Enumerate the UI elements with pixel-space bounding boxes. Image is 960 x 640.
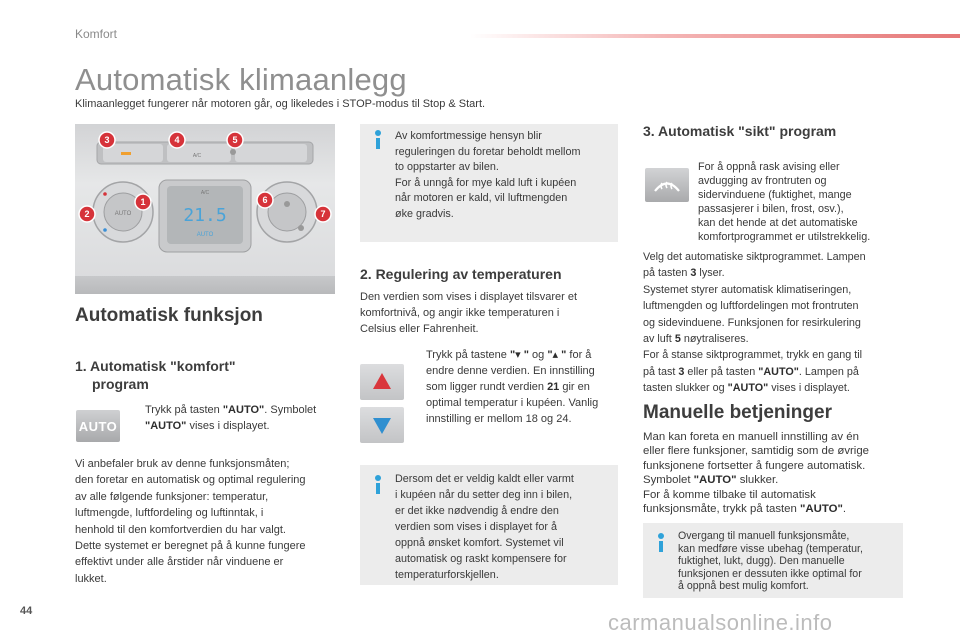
display-ac-label: A/C <box>200 190 210 196</box>
info-icon <box>655 533 667 553</box>
temp-down-button-icon <box>360 407 404 443</box>
top-ac-label: A/C <box>192 153 202 159</box>
climate-panel-photo <box>75 124 335 294</box>
climate-panel-illustration <box>75 124 335 294</box>
display-temperature: 21.5 <box>183 205 227 226</box>
heading-comfort-line1: 1. Automatisk "komfort" <box>75 358 236 374</box>
info1-line: Av komfortmessige hensyn blir <box>395 130 542 142</box>
heading-comfort-line2: program <box>92 376 149 392</box>
heading-visibility-program: 3. Automatisk "sikt" program <box>643 123 837 139</box>
callout-7: 7 <box>320 209 326 219</box>
intro-text: Klimaanlegget fungerer når motoren går, og likeledes i STOP-modus til Stop & Start. <box>75 98 486 110</box>
temp-up-button-icon <box>360 364 404 400</box>
watermark: carmanualsonline.info <box>608 610 833 635</box>
knob-auto-label: AUTO <box>114 211 132 217</box>
callout-5: 5 <box>232 135 238 145</box>
info-icon <box>372 475 384 495</box>
info-box-temperature: Dersom det er veldig kaldt eller varmt i kupéen når du setter deg inn i bilen, er det ikke nødvendig å endre den verdien som vises i displayet for å oppnå ønsket komfort. Systemet vil automatisk og raskt kompensere for temperaturforskjellen. <box>360 465 618 585</box>
page-number: 44 <box>20 605 33 617</box>
panel-bottom-strip <box>75 276 335 294</box>
heading-auto-function: Automatisk funksjon <box>75 305 263 326</box>
heading-temperature: 2. Regulering av temperaturen <box>360 266 562 282</box>
auto-button-icon: AUTO <box>76 410 120 442</box>
info1-line: to oppstarter av bilen. <box>395 161 499 173</box>
comfort-body: Vi anbefaler bruk av denne funksjonsmåten; den foretar en automatisk og optimal regulering av alle følgende funksjoner: temperatur, luftmengde, luftfordeling og luftinntak, i henhold til den komfortverdien du har valgt. Dette systemet er beregnet på å kunne fungere effektivt under alle årstider når vinduene er lukket. <box>75 458 306 585</box>
info-icon <box>372 130 384 150</box>
temperature-body: Den verdien som vises i displayet tilsvarer et komfortnivå, og angir ikke temperaturen i Celsius eller Fahrenheit. <box>360 291 578 335</box>
heading-comfort-program <box>75 357 236 393</box>
header-accent-line <box>470 34 960 38</box>
section-label: Komfort <box>75 27 118 41</box>
info-box-manual: Overgang til manuell funksjonsmåte, kan medføre visse ubehag (temperatur, fuktighet, lukt, dugg). Den manuelle funksjonen er dessuten ikke optimal for å oppnå best mulig komfort. <box>643 523 903 598</box>
visibility-body: Velg det automatiske siktprogrammet. Lampen på tasten 3 lyser. Systemet styrer automatisk klimatiseringen, luftmengden og luftfordelingen mot frontruten og sidevinduene. Funksjonen for resirkulering av luft 5 nøytraliseres. For å stanse siktprogrammet, trykk en gang til på tast 3 eller på tasten "AUTO". Lampen på tasten slukker og "AUTO" vises i displayet. <box>643 251 866 395</box>
visibility-icon-description: For å oppnå rask avising eller avdugging av frontruten og sidervinduene (fuktighet, mange passasjerer i bilen, frost, osv.), kan det hende at det automatiske komfortprogrammet er utilstrekkelig. <box>698 161 871 243</box>
page-title: Automatisk klimaanlegg <box>75 62 407 97</box>
info1-line: For å unngå for mye kald luft i kupéen <box>395 176 577 189</box>
defrost-button-icon <box>645 168 689 202</box>
info1-line: reguleringen du foretar beholdt mellom <box>395 145 581 158</box>
info-box-comfort <box>360 124 618 242</box>
comfort-press-text: Trykk på tasten "AUTO". Symbolet "AUTO" vises i displayet. <box>145 404 317 432</box>
callout-4: 4 <box>174 135 180 145</box>
callout-1: 1 <box>140 197 146 207</box>
callout-3: 3 <box>104 135 110 145</box>
info1-line: når motoren er kald, vil luftmengden <box>395 192 568 204</box>
callout-6: 6 <box>262 195 268 205</box>
display-mode: AUTO <box>196 232 214 238</box>
info1-line: øke gradvis. <box>395 207 454 220</box>
temperature-press-text: Trykk på tastene "▾ " og "▴ " for å endre denne verdien. En innstilling som ligger rundt verdien 21 gir en optimal temperatur i kupéen. Vanlig innstilling er mellom 18 og 24. <box>426 349 599 425</box>
manual-body: Man kan foreta en manuell innstilling av én eller flere funksjoner, samtidig som de øvrige funksjonene fortsetter å fungere automatisk. Symbolet "AUTO" slukker. For å komme tilbake til automatisk funksjonsmåte, trykk på tasten "AUTO". <box>643 431 870 516</box>
windshield-defrost-icon <box>652 174 682 196</box>
heading-manual-controls: Manuelle betjeninger <box>643 402 832 423</box>
callout-2: 2 <box>84 209 90 219</box>
